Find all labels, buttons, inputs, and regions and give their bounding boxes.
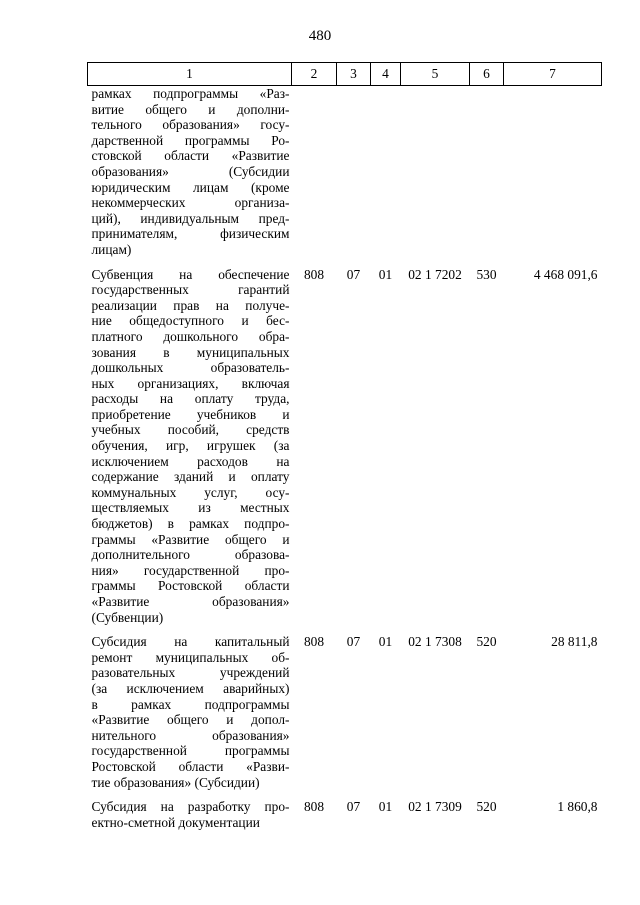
row-col-2: [292, 86, 337, 258]
table-body: [88, 86, 602, 831]
header-col-3: 3: [337, 63, 371, 86]
description-line: Субсидия на капитальный: [91, 634, 290, 650]
header-row: [88, 63, 602, 86]
row-spacer: [88, 790, 602, 799]
row-col-2: 808: [303, 266, 325, 282]
description-line: образования» (Субсидии: [91, 163, 290, 179]
row-col-2: 808: [303, 799, 325, 815]
description-line: ние общедоступного и бес-: [91, 313, 290, 329]
description-line: разовательных учреждений: [91, 665, 290, 681]
header-col-1: 1: [88, 63, 292, 86]
row-col-6: [470, 86, 504, 258]
row-col-4: 01: [378, 799, 393, 815]
description-line: учебных пособий, средств: [91, 422, 290, 438]
description-line: платного дошкольного обра-: [91, 328, 290, 344]
table-header: [88, 63, 602, 86]
description-line: «Развитие образования»: [91, 594, 290, 609]
row-col-6: 520: [476, 634, 497, 650]
budget-table: [87, 62, 602, 830]
description-line: ных организациях, включая: [91, 375, 290, 391]
row-description: [88, 799, 292, 830]
table-row: [88, 634, 602, 790]
description-line: ния» государственной про-: [91, 562, 290, 578]
description-line: лицам): [91, 241, 132, 257]
row-col-5: [401, 86, 470, 258]
row-spacer: [88, 258, 602, 267]
row-description: [88, 634, 292, 790]
description-line: зования в муниципальных: [91, 344, 290, 360]
row-description: [88, 267, 292, 626]
row-col-4: 01: [378, 266, 393, 282]
description-line: ществляемых из местных: [91, 500, 290, 516]
description-line: (за исключением аварийных): [91, 680, 290, 696]
description-line: Субсидия на разработку про-: [91, 799, 290, 815]
description-line: (Субвенции): [91, 609, 164, 625]
description-line: тие образования» (Субсидии): [91, 774, 260, 790]
description-line: государственной программы: [91, 743, 290, 759]
description-line: витие общего и дополни-: [91, 101, 290, 117]
description-line: граммы Ростовской области: [91, 578, 290, 594]
row-col-6: 520: [476, 799, 497, 815]
description-line: ций), индивидуальным пред-: [91, 210, 290, 226]
description-line: приобретение учебников и: [91, 406, 290, 422]
description-line: реализации прав на получе-: [91, 297, 290, 313]
row-spacer-cell: [88, 258, 602, 267]
description-line: «Развитие общего и допол-: [91, 712, 290, 728]
description-line: расходы на оплату труда,: [91, 391, 290, 407]
description-line: исключением расходов на: [91, 453, 290, 469]
row-col-2: 808: [303, 634, 325, 650]
description-line: содержание зданий и оплату: [91, 469, 290, 485]
description-line: государственных гарантий: [91, 282, 290, 298]
row-col-7: [504, 86, 602, 258]
description-line: ектно-сметной документации: [91, 814, 260, 830]
description-line: коммунальных услуг, осу-: [91, 484, 290, 500]
description-line: Субвенция на обеспечение: [91, 266, 290, 282]
row-col-3: [337, 86, 371, 258]
table-row: [88, 267, 602, 626]
header-col-7: 7: [504, 63, 602, 86]
description-line: стовской области «Развитие: [91, 148, 290, 164]
description-line: граммы «Развитие общего и: [91, 531, 290, 547]
description-line: дарственной программы Ро-: [91, 132, 290, 148]
description-line: бюджетов) в рамках подпро-: [91, 516, 290, 532]
row-col-3: 07: [346, 266, 361, 282]
row-col-5: 02 1 7308: [408, 634, 462, 650]
description-line: дополнительного образова-: [91, 547, 290, 563]
row-col-6: 530: [476, 266, 497, 282]
header-col-2: 2: [292, 63, 337, 86]
row-col-7: 28 811,8: [551, 634, 598, 650]
description-line: Ростовской области «Разви-: [91, 758, 290, 774]
table-row: [88, 799, 602, 830]
description-line: ремонт муниципальных об-: [91, 649, 290, 665]
row-col-3: 07: [346, 799, 361, 815]
header-col-6: 6: [470, 63, 504, 86]
description-line: нительного образования»: [91, 727, 290, 743]
description-line: некоммерческих организа-: [91, 195, 290, 211]
row-spacer-cell: [88, 625, 602, 634]
description-line: в рамках подпрограммы: [91, 696, 290, 712]
row-spacer-cell: [88, 790, 602, 799]
row-col-7: 1 860,8: [557, 799, 598, 815]
header-col-4: 4: [371, 63, 401, 86]
row-col-3: 07: [346, 634, 361, 650]
description-line: юридическим лицам (кроме: [91, 179, 290, 195]
table-row: [88, 86, 602, 258]
header-col-5: 5: [401, 63, 470, 86]
row-description: [88, 86, 292, 258]
row-col-5: 02 1 7202: [408, 266, 462, 282]
description-line: принимателям, физическим: [91, 226, 290, 242]
row-col-7: 4 468 091,6: [533, 266, 598, 282]
row-col-5: 02 1 7309: [408, 799, 462, 815]
row-spacer: [88, 625, 602, 634]
description-line: дошкольных образователь-: [91, 360, 290, 376]
description-line: обучения, игр, игрушек (за: [91, 438, 290, 454]
page-number: 480: [308, 28, 332, 44]
row-col-4: 01: [378, 634, 393, 650]
description-line: тельного образования» госу-: [91, 117, 290, 133]
description-line: рамках подпрограммы «Раз-: [91, 86, 290, 101]
row-col-4: [371, 86, 401, 258]
